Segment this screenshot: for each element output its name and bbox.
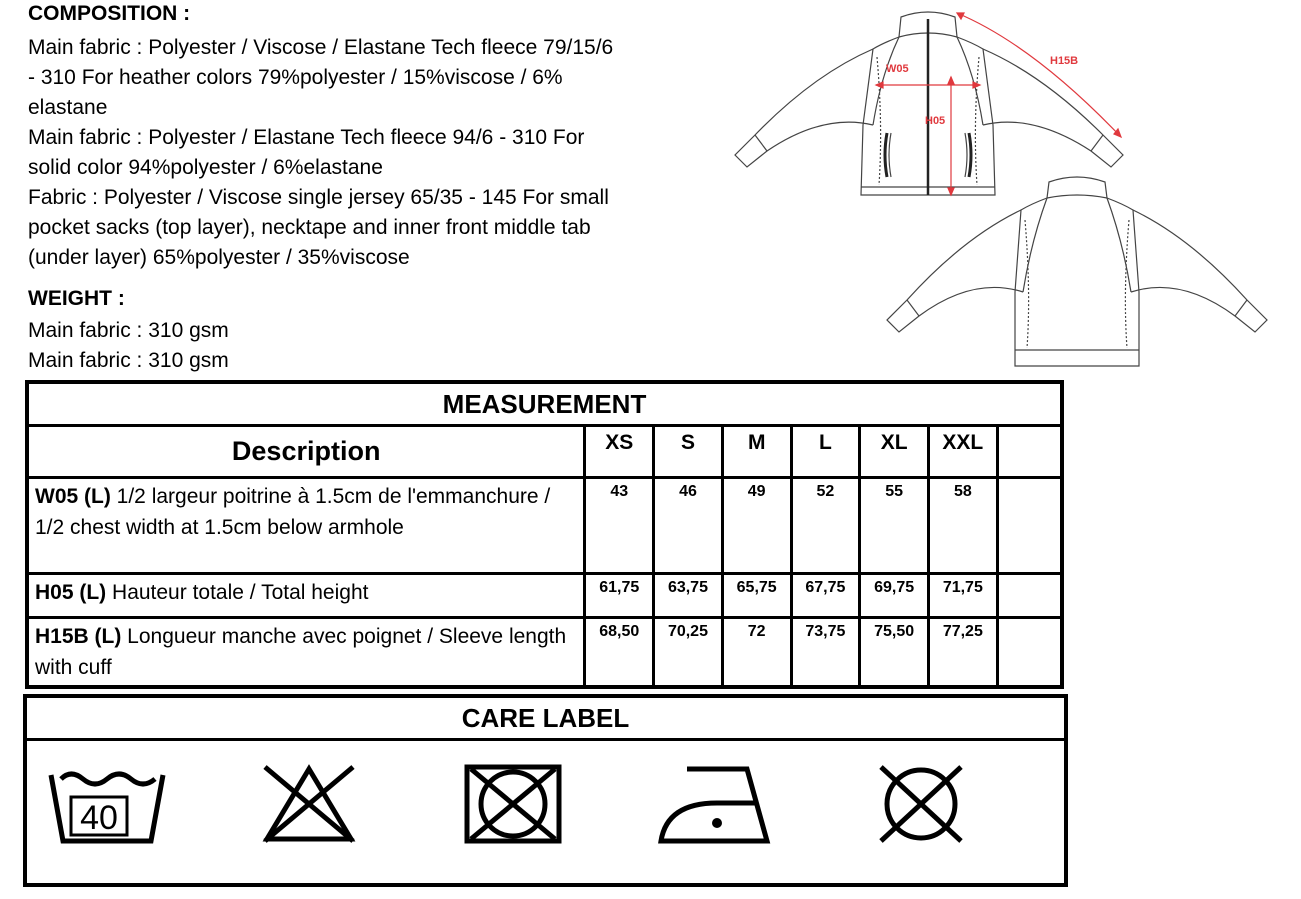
size-value: 49 bbox=[722, 478, 791, 574]
size-value: 63,75 bbox=[654, 574, 723, 618]
size-value: 69,75 bbox=[860, 574, 929, 618]
no-bleach-icon bbox=[261, 763, 357, 843]
size-value: 52 bbox=[791, 478, 860, 574]
composition-line: Fabric : Polyester / Viscose single jersey 65/35 - 145 For small bbox=[28, 186, 609, 209]
composition-line: solid color 94%polyester / 6%elastane bbox=[28, 156, 383, 179]
size-header: M bbox=[722, 426, 791, 478]
size-value: 65,75 bbox=[722, 574, 791, 618]
weight-text bbox=[28, 316, 728, 376]
table-row bbox=[27, 478, 1062, 574]
row-text: 1/2 largeur poitrine à 1.5cm de l'emmanchure / 1/2 chest width at 1.5cm below armhole bbox=[35, 485, 551, 539]
size-header: XL bbox=[860, 426, 929, 478]
size-value: 67,75 bbox=[791, 574, 860, 618]
size-value: 72 bbox=[722, 618, 791, 688]
weight-line: Main fabric : 310 gsm bbox=[28, 349, 229, 372]
row-description bbox=[27, 574, 585, 618]
jacket-back-drawing bbox=[885, 172, 1275, 370]
care-label-title: CARE LABEL bbox=[27, 698, 1064, 741]
measurement-table bbox=[25, 380, 1064, 689]
size-value: 70,25 bbox=[654, 618, 723, 688]
size-value: 68,50 bbox=[585, 618, 654, 688]
size-header: XXL bbox=[928, 426, 997, 478]
empty-cell bbox=[997, 478, 1062, 574]
row-description bbox=[27, 618, 585, 688]
size-value: 73,75 bbox=[791, 618, 860, 688]
size-value: 61,75 bbox=[585, 574, 654, 618]
back-collar-outline bbox=[1047, 177, 1107, 198]
composition-line: pocket sacks (top layer), necktape and inner front middle tab bbox=[28, 216, 591, 239]
weight-line: Main fabric : 310 gsm bbox=[28, 319, 229, 342]
h05-label: H05 bbox=[925, 115, 946, 127]
wash-temp: 40 bbox=[80, 799, 118, 837]
size-value: 75,50 bbox=[860, 618, 929, 688]
back-right-sleeve-outline bbox=[1131, 210, 1267, 332]
composition-heading: COMPOSITION : bbox=[28, 2, 191, 25]
measurement-title: MEASUREMENT bbox=[27, 382, 1062, 426]
w05-label: W05 bbox=[886, 63, 909, 75]
size-header: XS bbox=[585, 426, 654, 478]
row-code: W05 (L) bbox=[35, 485, 111, 508]
empty-cell bbox=[997, 574, 1062, 618]
row-code: H15B (L) bbox=[35, 625, 122, 648]
no-tumble-dry-icon bbox=[463, 763, 563, 845]
row-code: H05 (L) bbox=[35, 581, 107, 604]
description-header: Description bbox=[27, 426, 585, 478]
composition-line: Main fabric : Polyester / Elastane Tech fleece 94/6 - 310 For bbox=[28, 126, 585, 149]
composition-line: Main fabric : Polyester / Viscose / Elastane Tech fleece 79/15/6 bbox=[28, 36, 614, 59]
table-row bbox=[27, 618, 1062, 688]
composition-line: (under layer) 65%polyester / 35%viscose bbox=[28, 246, 410, 269]
care-icons-row bbox=[27, 741, 1064, 883]
composition-text bbox=[28, 33, 728, 273]
back-body-outline bbox=[1015, 198, 1139, 366]
size-value: 55 bbox=[860, 478, 929, 574]
size-header: S bbox=[654, 426, 723, 478]
table-row bbox=[27, 574, 1062, 618]
row-description bbox=[27, 478, 585, 574]
no-dry-clean-icon bbox=[873, 763, 969, 845]
wash-40-icon bbox=[45, 763, 169, 845]
weight-heading: WEIGHT : bbox=[28, 287, 125, 310]
row-text: Hauteur totale / Total height bbox=[106, 581, 369, 604]
size-header: L bbox=[791, 426, 860, 478]
back-left-sleeve-outline bbox=[887, 210, 1023, 332]
size-value: 46 bbox=[654, 478, 723, 574]
composition-line: - 310 For heather colors 79%polyester / 15%viscose / 6% bbox=[28, 66, 563, 89]
size-value: 58 bbox=[928, 478, 997, 574]
care-label-box bbox=[23, 694, 1068, 887]
left-sleeve-outline bbox=[735, 49, 873, 167]
empty-header-cell bbox=[997, 426, 1062, 478]
size-value: 43 bbox=[585, 478, 654, 574]
h15b-label: H15B bbox=[1050, 55, 1079, 67]
size-value: 77,25 bbox=[928, 618, 997, 688]
row-text: Longueur manche avec poignet / Sleeve length with cuff bbox=[35, 625, 567, 679]
iron-low-icon bbox=[657, 763, 773, 845]
size-value: 71,75 bbox=[928, 574, 997, 618]
empty-cell bbox=[997, 618, 1062, 688]
composition-line: elastane bbox=[28, 96, 108, 119]
